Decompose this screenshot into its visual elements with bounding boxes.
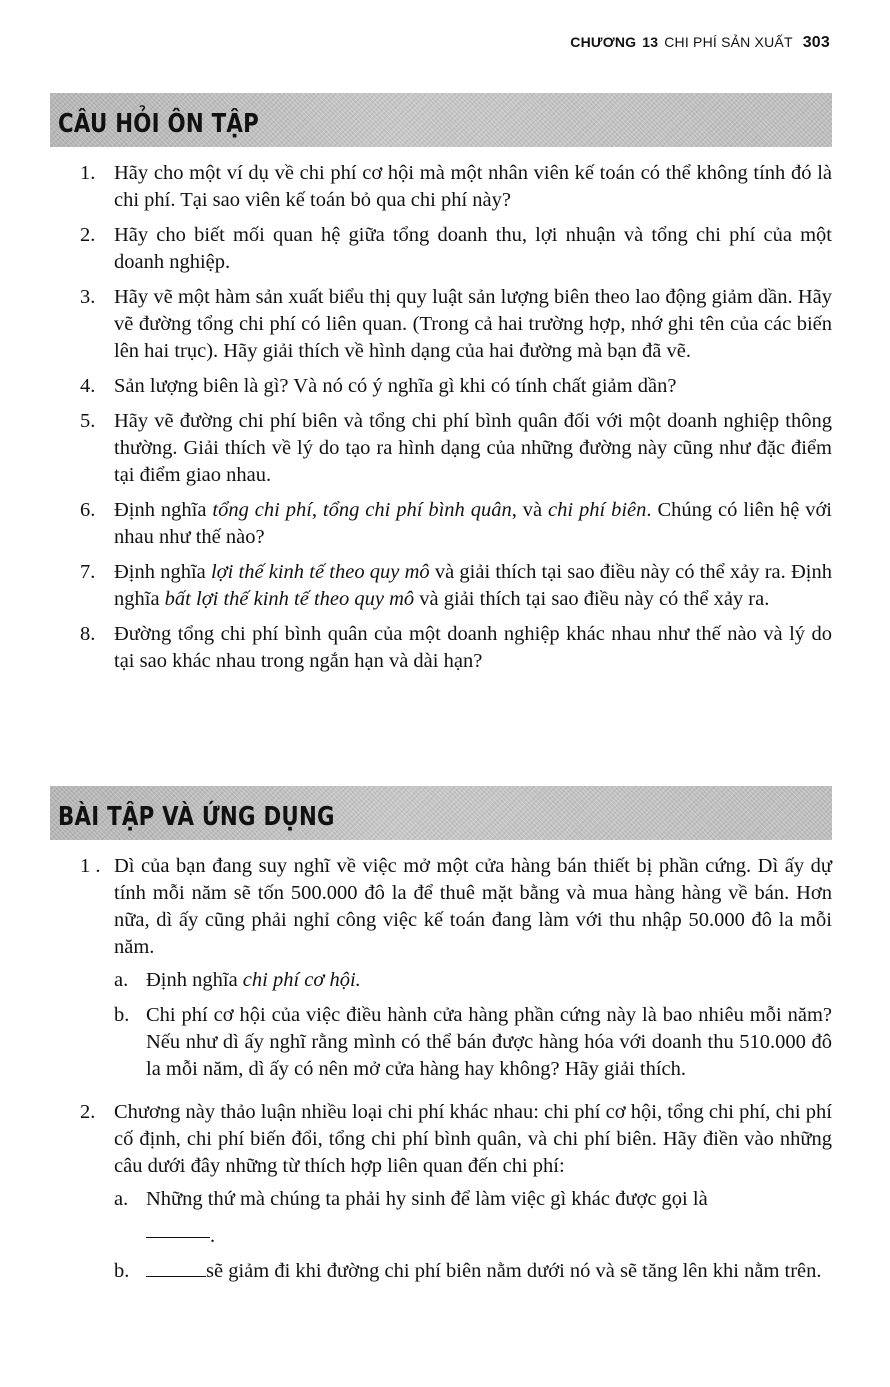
problem-item xyxy=(80,1099,832,1293)
subquestion xyxy=(114,967,832,994)
text-run: . Chúng có liên hệ với nhau như thế nào? xyxy=(114,499,832,548)
question-number: 4. xyxy=(80,375,96,397)
question-number: 6. xyxy=(80,499,96,521)
review-question xyxy=(80,373,832,400)
subquestion-text xyxy=(146,1258,832,1285)
subquestion-text xyxy=(146,967,832,994)
text-run: Định nghĩa xyxy=(146,969,243,991)
question-number: 7. xyxy=(80,561,96,583)
text-run: , và xyxy=(511,499,549,521)
italic-term: bất lợi thế kinh tế theo quy mô xyxy=(164,588,415,610)
question-number: 2. xyxy=(80,224,96,246)
applications-section-title: BÀI TẬP VÀ ỨNG DỤNG xyxy=(58,802,335,832)
question-number: 3. xyxy=(80,286,96,308)
problem-number: 1 . xyxy=(80,855,101,877)
problem-text: Dì của bạn đang suy nghĩ về việc mở một cửa hàng bán thiết bị phần cứng. Dì ấy dự tính mỗi năm sẽ tốn 500.000 đô la để thuê mặt bằng và mua hàng hàng về bán. Hơn nữa, dì ấy cũng phải nghỉ công việc kế toán đang làm với thu nhập 50.000 đô la mỗi năm. xyxy=(114,855,832,958)
chapter-number: 13 xyxy=(642,34,659,50)
text-run: . xyxy=(210,1225,216,1247)
subquestion xyxy=(114,1258,832,1285)
problem-item xyxy=(80,853,832,1091)
subquestion xyxy=(114,1186,832,1250)
subquestion-letter: b. xyxy=(114,1260,130,1282)
subquestion-letter: a. xyxy=(114,1188,129,1210)
question-text: Hãy cho một ví dụ về chi phí cơ hội mà một nhân viên kế toán có thể không tính đó là chi phí. Tại sao viên kế toán bỏ qua chi phí này? xyxy=(114,162,832,211)
text-run: và giải thích tại sao điều này có thể xảy ra. xyxy=(414,588,770,610)
question-number: 1. xyxy=(80,162,96,184)
review-question xyxy=(80,284,832,365)
review-question xyxy=(80,559,832,613)
text-run: và giải thích tại sao điều này có thể xảy ra. Định nghĩa xyxy=(114,561,832,610)
fill-in-blank xyxy=(146,1258,206,1277)
problem-number: 2. xyxy=(80,1101,96,1123)
review-section-title: CÂU HỎI ÔN TẬP xyxy=(58,109,260,139)
problem-body xyxy=(114,1099,832,1293)
subquestion-text: Chi phí cơ hội của việc điều hành cửa hàng phần cứng này là bao nhiêu mỗi năm? Nếu như dì ấy nghĩ rằng mình có thể bán được hàng hóa với doanh thu 510.000 đô la mỗi năm, dì ấy có nên mở cửa hàng hay không? Hãy giải thích. xyxy=(146,1004,832,1080)
question-text: Hãy vẽ một hàm sản xuất biểu thị quy luật sản lượng biên theo lao động giảm dần. Hãy vẽ đường tổng chi phí có liên quan. (Trong cả hai trường hợp, nhớ ghi tên của các biến lên hai trục). Hãy giải thích về hình dạng của hai đường mà bạn đã vẽ. xyxy=(114,286,832,362)
chapter-title: CHI PHÍ SẢN XUẤT xyxy=(664,34,793,50)
review-question xyxy=(80,160,832,214)
text-run: sẽ giảm đi khi đường chi phí biên nằm dưới nó và sẽ tăng lên khi nằm trên. xyxy=(206,1260,822,1282)
review-section-bar xyxy=(50,93,832,147)
italic-term: chi phí cơ hội. xyxy=(242,969,361,991)
review-question-list xyxy=(80,160,832,683)
subquestion-text xyxy=(146,1186,832,1250)
chapter-label: CHƯƠNG xyxy=(570,34,637,50)
question-text: Đường tổng chi phí bình quân của một doanh nghiệp khác nhau như thế nào và lý do tại sao khác nhau trong ngắn hạn và dài hạn? xyxy=(114,623,832,672)
subquestion-list xyxy=(114,1186,832,1285)
fill-in-blank xyxy=(146,1213,210,1238)
question-number: 5. xyxy=(80,410,96,432)
running-head xyxy=(570,34,830,52)
review-question xyxy=(80,222,832,276)
italic-term: tổng chi phí, tổng chi phí bình quân xyxy=(212,499,512,521)
question-number: 8. xyxy=(80,623,96,645)
problem-body xyxy=(114,853,832,1091)
text-run: Định nghĩa xyxy=(114,561,211,583)
subquestion xyxy=(114,1002,832,1083)
italic-term: chi phí biên xyxy=(548,499,647,521)
problem-text: Chương này thảo luận nhiều loại chi phí khác nhau: chi phí cơ hội, tổng chi phí, chi phí cố định, chi phí biến đổi, tổng chi phí bình quân, và chi phí biên. Hãy điền vào những câu dưới đây những từ thích hợp liên quan đến chi phí: xyxy=(114,1101,832,1177)
applications-section-bar xyxy=(50,786,832,840)
review-question xyxy=(80,621,832,675)
review-question xyxy=(80,497,832,551)
question-text: Hãy cho biết mối quan hệ giữa tổng doanh thu, lợi nhuận và tổng chi phí của một doanh nghiệp. xyxy=(114,224,832,273)
review-question xyxy=(80,408,832,489)
question-text xyxy=(114,559,832,613)
text-run: Những thứ mà chúng ta phải hy sinh để làm việc gì khác được gọi là xyxy=(146,1188,708,1210)
page-number: 303 xyxy=(802,34,830,51)
subquestion-letter: b. xyxy=(114,1004,130,1026)
question-text xyxy=(114,497,832,551)
text-run: Định nghĩa xyxy=(114,499,213,521)
question-text: Sản lượng biên là gì? Và nó có ý nghĩa gì khi có tính chất giảm dần? xyxy=(114,375,677,397)
applications-problem-list xyxy=(80,853,832,1301)
italic-term: lợi thế kinh tế theo quy mô xyxy=(210,561,430,583)
subquestion-list xyxy=(114,967,832,1083)
question-text: Hãy vẽ đường chi phí biên và tổng chi phí bình quân đối với một doanh nghiệp thông thường. Giải thích về lý do tạo ra hình dạng của những đường này cũng như đặc điểm tại điểm giao nhau. xyxy=(114,410,832,486)
subquestion-letter: a. xyxy=(114,969,129,991)
